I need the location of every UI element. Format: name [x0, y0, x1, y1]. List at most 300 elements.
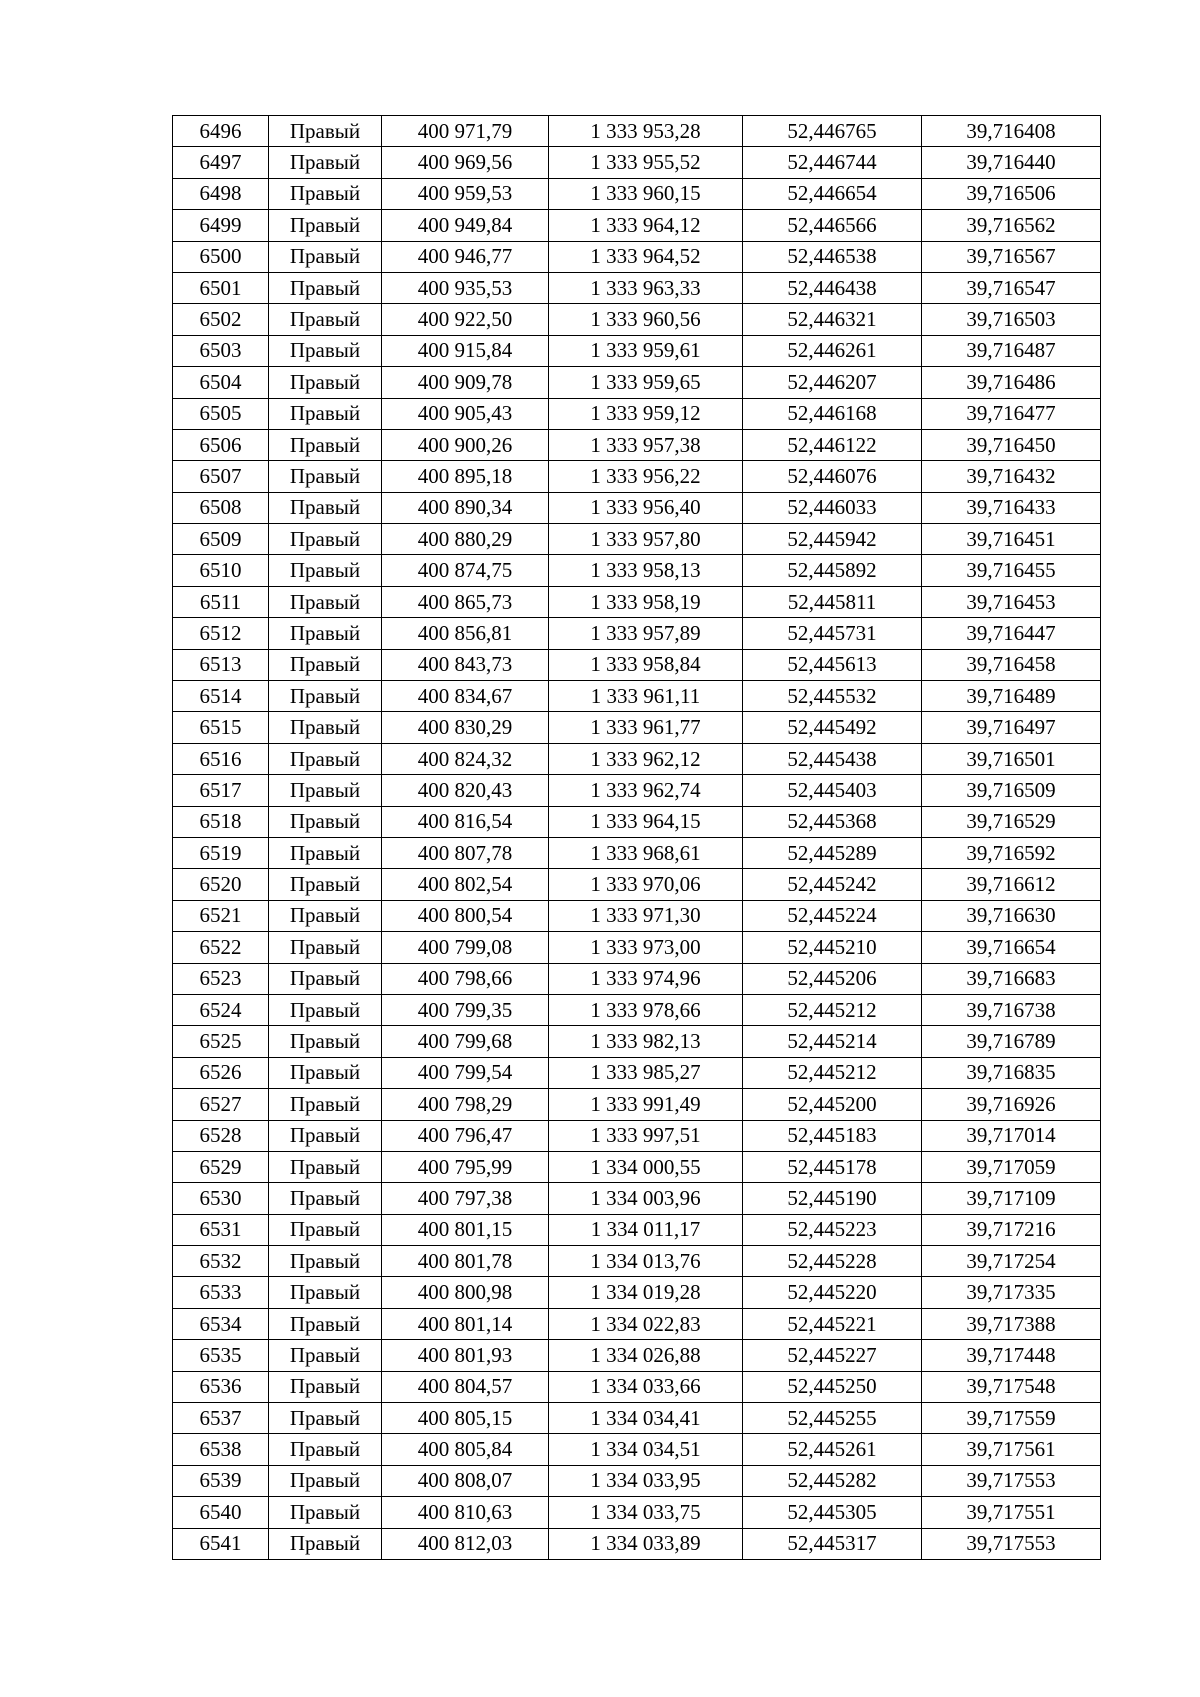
table-row	[173, 806, 1101, 837]
longitude-cell: 39,716630	[922, 900, 1101, 931]
side-cell: Правый	[269, 1277, 382, 1308]
coordinates-table	[172, 115, 1101, 1560]
table-row	[173, 775, 1101, 806]
table-row	[173, 869, 1101, 900]
table-row	[173, 335, 1101, 366]
point-number-cell: 6525	[173, 1026, 269, 1057]
coord-y-cell: 1 334 003,96	[549, 1183, 743, 1214]
latitude-cell: 52,445223	[743, 1214, 922, 1245]
latitude-cell: 52,445224	[743, 900, 922, 931]
side-cell: Правый	[269, 586, 382, 617]
table-row	[173, 1465, 1101, 1496]
side-cell: Правый	[269, 712, 382, 743]
longitude-cell: 39,716683	[922, 963, 1101, 994]
coord-x-cell: 400 905,43	[382, 398, 549, 429]
side-cell: Правый	[269, 524, 382, 555]
latitude-cell: 52,445200	[743, 1089, 922, 1120]
table-row	[173, 1371, 1101, 1402]
longitude-cell: 39,717551	[922, 1497, 1101, 1528]
latitude-cell: 52,445282	[743, 1465, 922, 1496]
longitude-cell: 39,716447	[922, 618, 1101, 649]
point-number-cell: 6524	[173, 994, 269, 1025]
side-cell: Правый	[269, 775, 382, 806]
latitude-cell: 52,445212	[743, 1057, 922, 1088]
coord-x-cell: 400 915,84	[382, 335, 549, 366]
point-number-cell: 6537	[173, 1403, 269, 1434]
longitude-cell: 39,716455	[922, 555, 1101, 586]
latitude-cell: 52,445214	[743, 1026, 922, 1057]
table-row	[173, 1340, 1101, 1371]
latitude-cell: 52,446744	[743, 147, 922, 178]
latitude-cell: 52,445305	[743, 1497, 922, 1528]
coord-y-cell: 1 333 956,40	[549, 492, 743, 523]
side-cell: Правый	[269, 1057, 382, 1088]
coord-x-cell: 400 820,43	[382, 775, 549, 806]
coord-x-cell: 400 798,66	[382, 963, 549, 994]
side-cell: Правый	[269, 555, 382, 586]
longitude-cell: 39,717059	[922, 1151, 1101, 1182]
latitude-cell: 52,445183	[743, 1120, 922, 1151]
side-cell: Правый	[269, 618, 382, 649]
point-number-cell: 6508	[173, 492, 269, 523]
point-number-cell: 6541	[173, 1528, 269, 1559]
point-number-cell: 6498	[173, 178, 269, 209]
coord-y-cell: 1 334 033,95	[549, 1465, 743, 1496]
point-number-cell: 6510	[173, 555, 269, 586]
table-row	[173, 272, 1101, 303]
table-row	[173, 1277, 1101, 1308]
latitude-cell: 52,446122	[743, 429, 922, 460]
coord-x-cell: 400 798,29	[382, 1089, 549, 1120]
longitude-cell: 39,716654	[922, 932, 1101, 963]
point-number-cell: 6531	[173, 1214, 269, 1245]
coord-y-cell: 1 333 964,52	[549, 241, 743, 272]
coord-y-cell: 1 333 964,15	[549, 806, 743, 837]
coord-x-cell: 400 890,34	[382, 492, 549, 523]
coord-x-cell: 400 949,84	[382, 210, 549, 241]
table-row	[173, 681, 1101, 712]
table-row	[173, 1528, 1101, 1559]
coord-x-cell: 400 801,93	[382, 1340, 549, 1371]
longitude-cell: 39,717335	[922, 1277, 1101, 1308]
coord-y-cell: 1 333 962,74	[549, 775, 743, 806]
longitude-cell: 39,716440	[922, 147, 1101, 178]
side-cell: Правый	[269, 429, 382, 460]
latitude-cell: 52,445368	[743, 806, 922, 837]
latitude-cell: 52,446076	[743, 461, 922, 492]
side-cell: Правый	[269, 335, 382, 366]
coord-y-cell: 1 333 958,13	[549, 555, 743, 586]
latitude-cell: 52,445210	[743, 932, 922, 963]
coord-y-cell: 1 333 962,12	[549, 743, 743, 774]
coord-x-cell: 400 799,35	[382, 994, 549, 1025]
latitude-cell: 52,446168	[743, 398, 922, 429]
latitude-cell: 52,445261	[743, 1434, 922, 1465]
latitude-cell: 52,445942	[743, 524, 922, 555]
point-number-cell: 6497	[173, 147, 269, 178]
side-cell: Правый	[269, 932, 382, 963]
table-row	[173, 932, 1101, 963]
longitude-cell: 39,716509	[922, 775, 1101, 806]
coord-x-cell: 400 800,54	[382, 900, 549, 931]
table-row	[173, 1120, 1101, 1151]
table-row	[173, 461, 1101, 492]
table-row	[173, 398, 1101, 429]
longitude-cell: 39,716592	[922, 837, 1101, 868]
point-number-cell: 6514	[173, 681, 269, 712]
coord-y-cell: 1 333 974,96	[549, 963, 743, 994]
table-row	[173, 1151, 1101, 1182]
coord-x-cell: 400 824,32	[382, 743, 549, 774]
coord-x-cell: 400 843,73	[382, 649, 549, 680]
side-cell: Правый	[269, 1089, 382, 1120]
point-number-cell: 6507	[173, 461, 269, 492]
point-number-cell: 6496	[173, 116, 269, 147]
latitude-cell: 52,445220	[743, 1277, 922, 1308]
point-number-cell: 6535	[173, 1340, 269, 1371]
point-number-cell: 6527	[173, 1089, 269, 1120]
table-row	[173, 1308, 1101, 1339]
coord-x-cell: 400 799,54	[382, 1057, 549, 1088]
longitude-cell: 39,717216	[922, 1214, 1101, 1245]
longitude-cell: 39,716408	[922, 116, 1101, 147]
coord-x-cell: 400 795,99	[382, 1151, 549, 1182]
table-row	[173, 1089, 1101, 1120]
coord-x-cell: 400 856,81	[382, 618, 549, 649]
longitude-cell: 39,717254	[922, 1246, 1101, 1277]
latitude-cell: 52,445403	[743, 775, 922, 806]
coord-y-cell: 1 333 958,84	[549, 649, 743, 680]
longitude-cell: 39,716506	[922, 178, 1101, 209]
side-cell: Правый	[269, 492, 382, 523]
longitude-cell: 39,717559	[922, 1403, 1101, 1434]
coord-x-cell: 400 812,03	[382, 1528, 549, 1559]
longitude-cell: 39,717553	[922, 1528, 1101, 1559]
side-cell: Правый	[269, 1026, 382, 1057]
table-row	[173, 649, 1101, 680]
point-number-cell: 6519	[173, 837, 269, 868]
coord-x-cell: 400 909,78	[382, 367, 549, 398]
side-cell: Правый	[269, 304, 382, 335]
longitude-cell: 39,716567	[922, 241, 1101, 272]
table-row	[173, 1246, 1101, 1277]
point-number-cell: 6526	[173, 1057, 269, 1088]
coord-y-cell: 1 334 011,17	[549, 1214, 743, 1245]
latitude-cell: 52,446321	[743, 304, 922, 335]
longitude-cell: 39,717561	[922, 1434, 1101, 1465]
coord-x-cell: 400 880,29	[382, 524, 549, 555]
coord-y-cell: 1 333 957,38	[549, 429, 743, 460]
longitude-cell: 39,716497	[922, 712, 1101, 743]
point-number-cell: 6516	[173, 743, 269, 774]
point-number-cell: 6518	[173, 806, 269, 837]
side-cell: Правый	[269, 398, 382, 429]
side-cell: Правый	[269, 1528, 382, 1559]
table-row	[173, 178, 1101, 209]
latitude-cell: 52,445731	[743, 618, 922, 649]
table-row	[173, 492, 1101, 523]
latitude-cell: 52,445228	[743, 1246, 922, 1277]
side-cell: Правый	[269, 241, 382, 272]
point-number-cell: 6506	[173, 429, 269, 460]
latitude-cell: 52,445492	[743, 712, 922, 743]
point-number-cell: 6521	[173, 900, 269, 931]
coord-x-cell: 400 865,73	[382, 586, 549, 617]
coord-y-cell: 1 333 959,65	[549, 367, 743, 398]
point-number-cell: 6502	[173, 304, 269, 335]
coord-x-cell: 400 800,98	[382, 1277, 549, 1308]
coord-x-cell: 400 834,67	[382, 681, 549, 712]
latitude-cell: 52,446566	[743, 210, 922, 241]
side-cell: Правый	[269, 1151, 382, 1182]
coord-x-cell: 400 810,63	[382, 1497, 549, 1528]
coord-y-cell: 1 333 959,12	[549, 398, 743, 429]
longitude-cell: 39,716450	[922, 429, 1101, 460]
point-number-cell: 6511	[173, 586, 269, 617]
table-row	[173, 994, 1101, 1025]
coord-y-cell: 1 334 033,66	[549, 1371, 743, 1402]
longitude-cell: 39,716453	[922, 586, 1101, 617]
coord-x-cell: 400 874,75	[382, 555, 549, 586]
longitude-cell: 39,716501	[922, 743, 1101, 774]
side-cell: Правый	[269, 272, 382, 303]
coord-y-cell: 1 334 013,76	[549, 1246, 743, 1277]
coord-y-cell: 1 334 019,28	[549, 1277, 743, 1308]
coord-y-cell: 1 333 957,89	[549, 618, 743, 649]
latitude-cell: 52,446033	[743, 492, 922, 523]
table-row	[173, 1403, 1101, 1434]
latitude-cell: 52,445532	[743, 681, 922, 712]
table-row	[173, 429, 1101, 460]
side-cell: Правый	[269, 649, 382, 680]
longitude-cell: 39,716926	[922, 1089, 1101, 1120]
side-cell: Правый	[269, 994, 382, 1025]
table-row	[173, 712, 1101, 743]
longitude-cell: 39,717388	[922, 1308, 1101, 1339]
table-row	[173, 210, 1101, 241]
table-row	[173, 1497, 1101, 1528]
coord-x-cell: 400 805,15	[382, 1403, 549, 1434]
coord-y-cell: 1 333 970,06	[549, 869, 743, 900]
point-number-cell: 6513	[173, 649, 269, 680]
side-cell: Правый	[269, 1403, 382, 1434]
side-cell: Правый	[269, 1371, 382, 1402]
longitude-cell: 39,716451	[922, 524, 1101, 555]
coordinates-table-body	[173, 116, 1101, 1560]
longitude-cell: 39,716432	[922, 461, 1101, 492]
latitude-cell: 52,446261	[743, 335, 922, 366]
table-row	[173, 1434, 1101, 1465]
side-cell: Правый	[269, 1434, 382, 1465]
point-number-cell: 6501	[173, 272, 269, 303]
longitude-cell: 39,716489	[922, 681, 1101, 712]
point-number-cell: 6529	[173, 1151, 269, 1182]
point-number-cell: 6528	[173, 1120, 269, 1151]
point-number-cell: 6520	[173, 869, 269, 900]
side-cell: Правый	[269, 681, 382, 712]
table-row	[173, 743, 1101, 774]
coord-y-cell: 1 333 958,19	[549, 586, 743, 617]
coord-x-cell: 400 971,79	[382, 116, 549, 147]
coord-x-cell: 400 808,07	[382, 1465, 549, 1496]
point-number-cell: 6512	[173, 618, 269, 649]
point-number-cell: 6530	[173, 1183, 269, 1214]
longitude-cell: 39,716433	[922, 492, 1101, 523]
coord-x-cell: 400 935,53	[382, 272, 549, 303]
point-number-cell: 6509	[173, 524, 269, 555]
coord-x-cell: 400 799,68	[382, 1026, 549, 1057]
coord-y-cell: 1 333 982,13	[549, 1026, 743, 1057]
longitude-cell: 39,716738	[922, 994, 1101, 1025]
side-cell: Правый	[269, 869, 382, 900]
table-row	[173, 524, 1101, 555]
table-row	[173, 1057, 1101, 1088]
latitude-cell: 52,446207	[743, 367, 922, 398]
coord-x-cell: 400 801,15	[382, 1214, 549, 1245]
coord-x-cell: 400 816,54	[382, 806, 549, 837]
table-row	[173, 618, 1101, 649]
table-row	[173, 555, 1101, 586]
side-cell: Правый	[269, 900, 382, 931]
side-cell: Правый	[269, 210, 382, 241]
longitude-cell: 39,716486	[922, 367, 1101, 398]
latitude-cell: 52,445242	[743, 869, 922, 900]
point-number-cell: 6523	[173, 963, 269, 994]
longitude-cell: 39,716458	[922, 649, 1101, 680]
coord-x-cell: 400 805,84	[382, 1434, 549, 1465]
latitude-cell: 52,445811	[743, 586, 922, 617]
table-row	[173, 367, 1101, 398]
coord-x-cell: 400 922,50	[382, 304, 549, 335]
point-number-cell: 6532	[173, 1246, 269, 1277]
coord-y-cell: 1 333 991,49	[549, 1089, 743, 1120]
side-cell: Правый	[269, 1340, 382, 1371]
coord-y-cell: 1 333 973,00	[549, 932, 743, 963]
point-number-cell: 6540	[173, 1497, 269, 1528]
longitude-cell: 39,716487	[922, 335, 1101, 366]
coord-x-cell: 400 807,78	[382, 837, 549, 868]
coord-x-cell: 400 895,18	[382, 461, 549, 492]
coord-y-cell: 1 333 963,33	[549, 272, 743, 303]
table-row	[173, 963, 1101, 994]
coord-x-cell: 400 802,54	[382, 869, 549, 900]
latitude-cell: 52,446654	[743, 178, 922, 209]
table-row	[173, 1214, 1101, 1245]
table-row	[173, 116, 1101, 147]
table-row	[173, 1183, 1101, 1214]
side-cell: Правый	[269, 1120, 382, 1151]
latitude-cell: 52,445250	[743, 1371, 922, 1402]
longitude-cell: 39,717014	[922, 1120, 1101, 1151]
longitude-cell: 39,717109	[922, 1183, 1101, 1214]
coord-x-cell: 400 946,77	[382, 241, 549, 272]
latitude-cell: 52,446765	[743, 116, 922, 147]
coord-x-cell: 400 959,53	[382, 178, 549, 209]
coord-y-cell: 1 334 033,89	[549, 1528, 743, 1559]
coord-y-cell: 1 333 961,77	[549, 712, 743, 743]
longitude-cell: 39,717448	[922, 1340, 1101, 1371]
coord-x-cell: 400 796,47	[382, 1120, 549, 1151]
side-cell: Правый	[269, 1497, 382, 1528]
latitude-cell: 52,445289	[743, 837, 922, 868]
table-row	[173, 1026, 1101, 1057]
point-number-cell: 6515	[173, 712, 269, 743]
latitude-cell: 52,446538	[743, 241, 922, 272]
longitude-cell: 39,717553	[922, 1465, 1101, 1496]
coord-y-cell: 1 334 034,41	[549, 1403, 743, 1434]
side-cell: Правый	[269, 1308, 382, 1339]
side-cell: Правый	[269, 116, 382, 147]
side-cell: Правый	[269, 1183, 382, 1214]
coord-y-cell: 1 333 960,15	[549, 178, 743, 209]
point-number-cell: 6522	[173, 932, 269, 963]
coord-y-cell: 1 333 960,56	[549, 304, 743, 335]
latitude-cell: 52,445227	[743, 1340, 922, 1371]
latitude-cell: 52,446438	[743, 272, 922, 303]
latitude-cell: 52,445438	[743, 743, 922, 774]
coord-y-cell: 1 334 000,55	[549, 1151, 743, 1182]
side-cell: Правый	[269, 806, 382, 837]
coord-y-cell: 1 334 033,75	[549, 1497, 743, 1528]
coord-x-cell: 400 830,29	[382, 712, 549, 743]
coord-y-cell: 1 333 971,30	[549, 900, 743, 931]
coord-y-cell: 1 334 022,83	[549, 1308, 743, 1339]
coord-y-cell: 1 334 026,88	[549, 1340, 743, 1371]
side-cell: Правый	[269, 178, 382, 209]
side-cell: Правый	[269, 743, 382, 774]
coord-x-cell: 400 900,26	[382, 429, 549, 460]
table-row	[173, 837, 1101, 868]
point-number-cell: 6538	[173, 1434, 269, 1465]
side-cell: Правый	[269, 367, 382, 398]
side-cell: Правый	[269, 837, 382, 868]
longitude-cell: 39,716562	[922, 210, 1101, 241]
coord-y-cell: 1 333 953,28	[549, 116, 743, 147]
coord-y-cell: 1 333 959,61	[549, 335, 743, 366]
latitude-cell: 52,445892	[743, 555, 922, 586]
side-cell: Правый	[269, 461, 382, 492]
point-number-cell: 6505	[173, 398, 269, 429]
point-number-cell: 6500	[173, 241, 269, 272]
point-number-cell: 6536	[173, 1371, 269, 1402]
coord-x-cell: 400 804,57	[382, 1371, 549, 1402]
coord-y-cell: 1 333 968,61	[549, 837, 743, 868]
side-cell: Правый	[269, 1246, 382, 1277]
longitude-cell: 39,716547	[922, 272, 1101, 303]
latitude-cell: 52,445178	[743, 1151, 922, 1182]
longitude-cell: 39,716503	[922, 304, 1101, 335]
coord-y-cell: 1 333 961,11	[549, 681, 743, 712]
longitude-cell: 39,717548	[922, 1371, 1101, 1402]
point-number-cell: 6503	[173, 335, 269, 366]
latitude-cell: 52,445206	[743, 963, 922, 994]
coord-y-cell: 1 333 964,12	[549, 210, 743, 241]
point-number-cell: 6499	[173, 210, 269, 241]
table-row	[173, 900, 1101, 931]
coord-x-cell: 400 801,78	[382, 1246, 549, 1277]
side-cell: Правый	[269, 1214, 382, 1245]
point-number-cell: 6539	[173, 1465, 269, 1496]
side-cell: Правый	[269, 1465, 382, 1496]
coord-y-cell: 1 333 957,80	[549, 524, 743, 555]
latitude-cell: 52,445212	[743, 994, 922, 1025]
coord-y-cell: 1 333 997,51	[549, 1120, 743, 1151]
coord-x-cell: 400 799,08	[382, 932, 549, 963]
coord-x-cell: 400 797,38	[382, 1183, 549, 1214]
coord-y-cell: 1 333 985,27	[549, 1057, 743, 1088]
latitude-cell: 52,445317	[743, 1528, 922, 1559]
point-number-cell: 6534	[173, 1308, 269, 1339]
